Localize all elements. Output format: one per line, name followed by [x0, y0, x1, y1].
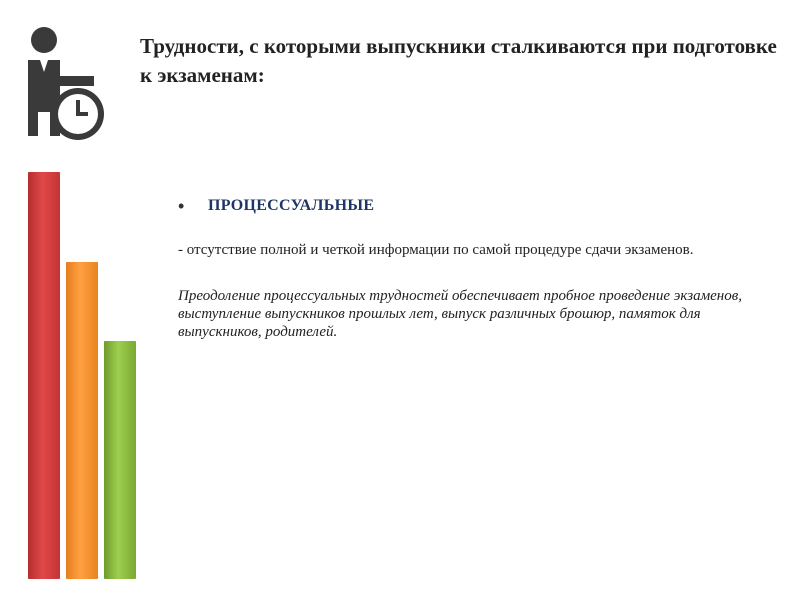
decorative-bar-red — [28, 172, 60, 579]
decorative-bar-orange — [66, 262, 98, 579]
slide-content — [178, 192, 778, 341]
solution-note: Преодоление процессуальных трудностей обеспечивает пробное проведение экзаменов, выступление выпускников прошлых лет, выпуск различных брошюр, памяток для выпускников, родителей. — [178, 288, 743, 340]
bullet-dot-icon: • — [178, 195, 185, 216]
bullet-heading: ПРОЦЕССУАЛЬНЫЕ — [208, 197, 375, 214]
decorative-bar-green — [104, 341, 136, 579]
difficulty-description: - отсутствие полной и четкой информации по самой процедуре сдачи экзаменов. — [178, 242, 694, 258]
person-with-clock-icon — [8, 20, 128, 144]
bullet-item — [178, 192, 778, 220]
slide-title: Трудности, с которыми выпускники сталкиваются при подготовке к экзаменам: — [140, 34, 777, 87]
